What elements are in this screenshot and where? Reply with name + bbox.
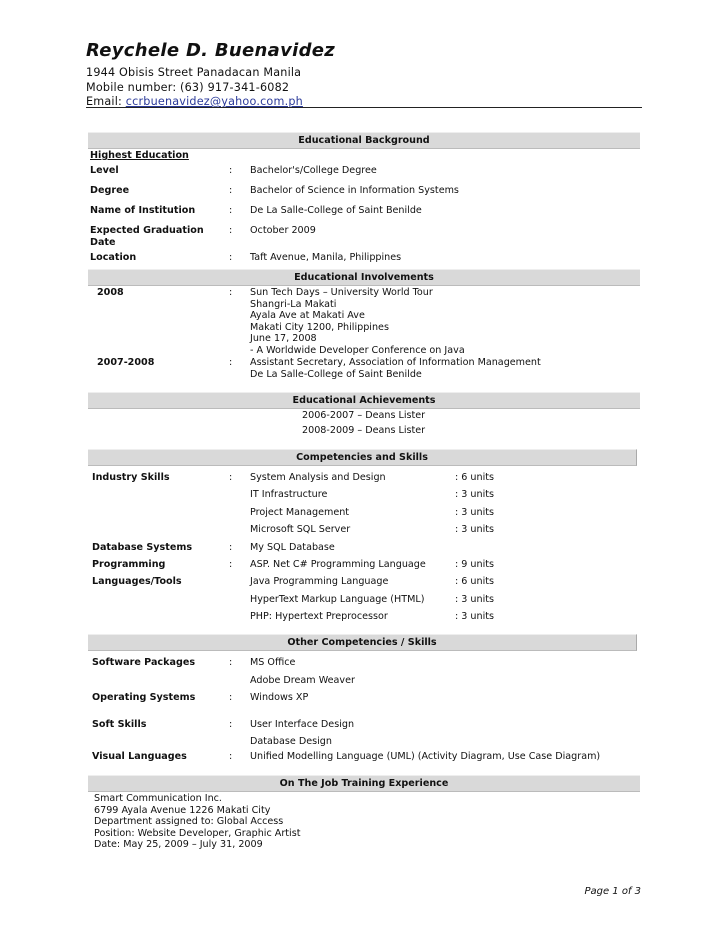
location-label: Location (90, 252, 137, 263)
skill-name: Microsoft SQL Server (250, 524, 351, 535)
colon: : (229, 225, 233, 236)
colon: : (229, 472, 233, 483)
skill-name: PHP: Hypertext Preprocessor (250, 611, 388, 622)
visual-languages-value: Unified Modelling Language (UML) (Activity Diagram, Use Case Diagram) (250, 751, 601, 762)
involvement-year: 2007-2008 (97, 357, 155, 368)
involvement-line: Sun Tech Days – University World Tour (250, 287, 433, 298)
candidate-name: Reychele D. Buenavidez (86, 40, 336, 61)
ojt-line: Smart Communication Inc. (94, 793, 222, 804)
colon: : (229, 185, 233, 196)
email-label: Email: (86, 95, 126, 108)
involvement-details (250, 287, 465, 357)
achievement-item: 2008-2009 – Deans Lister (302, 425, 426, 436)
os-value: Windows XP (250, 692, 309, 703)
achievement-item: 2006-2007 – Deans Lister (302, 410, 426, 421)
level-label: Level (90, 165, 119, 176)
colon: : (229, 165, 233, 176)
skill-units: : 6 units (455, 576, 495, 587)
involvement-line: Shangri-La Makati (250, 298, 337, 310)
email-link[interactable]: ccrbuenavidez@yahoo.com.ph (125, 95, 303, 108)
graduation-label-cont: Date (90, 237, 116, 248)
section-header-ojt: On The Job Training Experience (88, 775, 640, 792)
highest-education-label: Highest Education (90, 150, 189, 161)
involvement-line: - A Worldwide Developer Conference on Java (250, 344, 465, 356)
colon: : (229, 692, 233, 703)
degree-value: Bachelor of Science in Information Systems (250, 185, 459, 196)
section-header-education: Educational Background (88, 132, 640, 149)
institution-value: De La Salle-College of Saint Benilde (250, 205, 422, 216)
soft-skill-item: Database Design (250, 736, 332, 747)
address: 1944 Obisis Street Panadacan Manila (86, 66, 302, 79)
header-divider (86, 107, 642, 108)
software-item: MS Office (250, 657, 296, 668)
skill-units: : 3 units (455, 507, 495, 518)
mobile-number: Mobile number: (63) 917-341-6082 (86, 81, 290, 94)
ojt-details (94, 793, 300, 851)
involvement-line: Assistant Secretary, Association of Information Management (250, 357, 541, 368)
skill-name: System Analysis and Design (250, 472, 386, 483)
involvement-line: Makati City 1200, Philippines (250, 321, 389, 333)
section-header-competencies: Competencies and Skills (88, 449, 637, 466)
colon: : (229, 559, 233, 570)
skill-units: : 3 units (455, 489, 495, 500)
software-item: Adobe Dream Weaver (250, 675, 355, 686)
skill-name: HyperText Markup Language (HTML) (250, 594, 425, 605)
soft-skills-label: Soft Skills (92, 719, 147, 730)
colon: : (229, 287, 233, 298)
colon: : (229, 657, 233, 668)
skill-name: Java Programming Language (250, 576, 389, 587)
soft-skill-item: User Interface Design (250, 719, 355, 730)
institution-label: Name of Institution (90, 205, 196, 216)
languages-tools-label: Languages/Tools (92, 576, 182, 587)
ojt-line: 6799 Ayala Avenue 1226 Makati City (94, 804, 271, 816)
involvement-year: 2008 (97, 287, 124, 298)
ojt-line: Position: Website Developer, Graphic Artist (94, 827, 301, 839)
skill-units: : 3 units (455, 524, 495, 535)
colon: : (229, 719, 233, 730)
colon: : (229, 751, 233, 762)
skill-units: : 6 units (455, 472, 495, 483)
level-value: Bachelor's/College Degree (250, 165, 377, 176)
involvement-details (250, 357, 541, 380)
visual-languages-label: Visual Languages (92, 751, 187, 762)
colon: : (229, 357, 233, 368)
skill-units: : 3 units (455, 594, 495, 605)
programming-label: Programming (92, 559, 166, 570)
database-value: My SQL Database (250, 542, 335, 553)
colon: : (229, 542, 233, 553)
page-number: Page 1 of 3 (584, 886, 641, 897)
ojt-line: Date: May 25, 2009 – July 31, 2009 (94, 839, 263, 851)
section-header-other-competencies: Other Competencies / Skills (88, 634, 637, 651)
skill-name: Project Management (250, 507, 350, 518)
database-systems-label: Database Systems (92, 542, 193, 553)
location-value: Taft Avenue, Manila, Philippines (250, 252, 402, 263)
skill-name: IT Infrastructure (250, 489, 328, 500)
industry-skills-label: Industry Skills (92, 472, 170, 483)
involvement-line: June 17, 2008 (250, 333, 317, 345)
section-header-involvements: Educational Involvements (88, 269, 640, 286)
software-packages-label: Software Packages (92, 657, 196, 668)
degree-label: Degree (90, 185, 130, 196)
graduation-value: October 2009 (250, 225, 316, 236)
colon: : (229, 205, 233, 216)
involvement-line: Ayala Ave at Makati Ave (250, 310, 365, 322)
section-header-achievements: Educational Achievements (88, 392, 640, 409)
ojt-line: Department assigned to: Global Access (94, 816, 284, 828)
colon: : (229, 252, 233, 263)
involvement-line: De La Salle-College of Saint Benilde (250, 368, 422, 380)
operating-systems-label: Operating Systems (92, 692, 196, 703)
skill-units: : 3 units (455, 611, 495, 622)
skill-units: : 9 units (455, 559, 495, 570)
skill-name: ASP. Net C# Programming Language (250, 559, 426, 570)
graduation-label: Expected Graduation (90, 225, 204, 236)
